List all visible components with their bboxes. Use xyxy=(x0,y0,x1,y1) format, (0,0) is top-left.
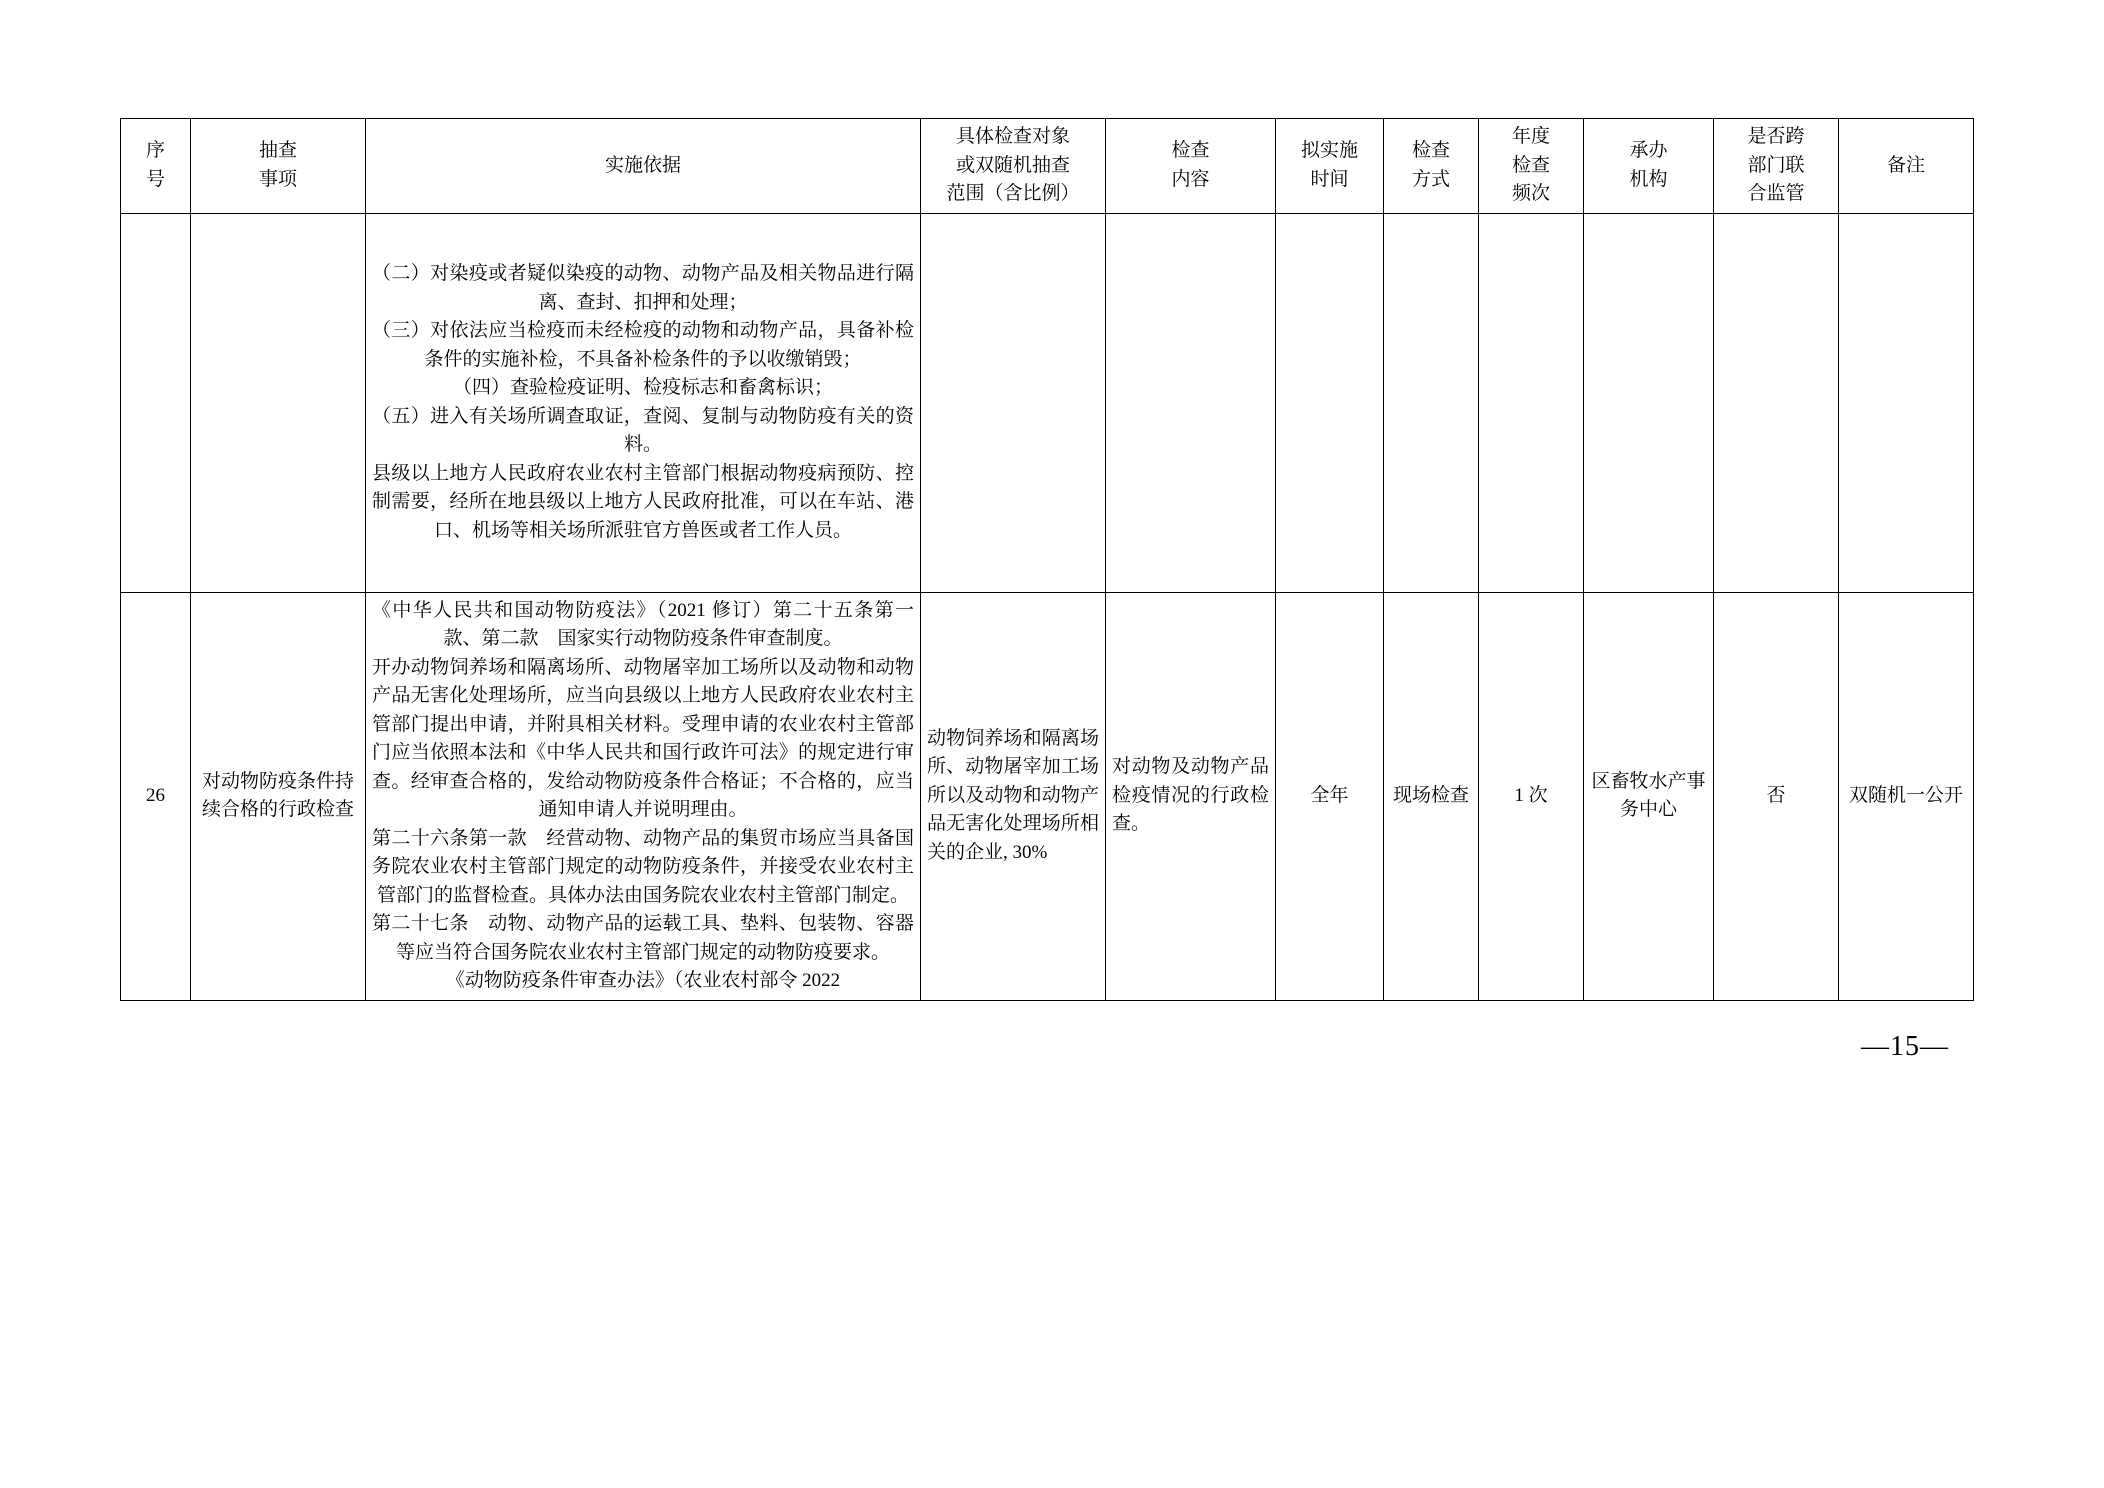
header-mode xyxy=(1384,119,1479,214)
table-row xyxy=(121,592,1974,1000)
cell-item: 对动物防疫条件持续合格的行政检查 xyxy=(191,592,366,1000)
basis-paragraph: 开办动物饲养场和隔离场所、动物屠宰加工场所以及动物和动物产品无害化处理场所，应当向县级以上地方人民政府农业农村主管部门提出申请，并附具相关材料。受理申请的农业农村主管部门应当依照本法和《中华人民共和国行政许可法》的规定进行审查。经审查合格的，发给动物防疫条件合格证；不合格的，应当通知申请人并说明理由。 xyxy=(372,656,914,820)
table-body xyxy=(121,213,1974,1000)
page-number: —15— xyxy=(1861,1031,1949,1062)
basis-paragraph: 《中华人民共和国动物防疫法》（2021 修订）第二十五条第一款、第二款 国家实行动物防疫条件审查制度。 xyxy=(372,599,914,649)
header-organization-label: 承办 机构 xyxy=(1629,140,1668,190)
basis-paragraph: 第二十六条第一款 经营动物、动物产品的集贸市场应当具备国务院农业农村主管部门规定的动物防疫条件，并接受农业农村主管部门的监督检查。具体办法由国务院农业农村主管部门制定。 xyxy=(372,827,914,906)
cell-basis xyxy=(366,213,921,592)
cell-content: 对动物及动物产品检疫情况的行政检查。 xyxy=(1106,592,1276,1000)
header-scope-label: 具体检查对象 或双随机抽查 范围（含比例） xyxy=(946,126,1080,204)
table-header xyxy=(121,119,1974,214)
basis-paragraph: （四）查验检疫证明、检疫标志和畜禽标识； xyxy=(452,377,833,398)
header-basis-label: 实施依据 xyxy=(604,154,681,176)
header-item xyxy=(191,119,366,214)
header-seq-label: 序 号 xyxy=(145,140,165,190)
header-basis xyxy=(366,119,921,214)
cell-seq xyxy=(121,213,191,592)
cell-organization: 区畜牧水产事务中心 xyxy=(1584,592,1714,1000)
basis-paragraph: （三）对依法应当检疫而未经检疫的动物和动物产品，具备补检条件的实施补检，不具备补检条件的予以收缴销毁； xyxy=(372,320,914,370)
basis-paragraph: （五）进入有关场所调查取证，查阅、复制与动物防疫有关的资料。 xyxy=(372,405,914,455)
cell-seq: 26 xyxy=(121,592,191,1000)
header-item-label: 抽查 事项 xyxy=(258,140,297,190)
header-seq xyxy=(121,119,191,214)
header-content-label: 检查 内容 xyxy=(1171,140,1210,190)
cell-organization xyxy=(1584,213,1714,592)
cell-remark: 双随机一公开 xyxy=(1839,592,1974,1000)
table-row xyxy=(121,213,1974,592)
cell-cross-department xyxy=(1714,213,1839,592)
header-mode-label: 检查 方式 xyxy=(1411,140,1450,190)
cell-scope xyxy=(921,213,1106,592)
header-remark xyxy=(1839,119,1974,214)
basis-paragraph: 县级以上地方人民政府农业农村主管部门根据动物疫病预防、控制需要，经所在地县级以上地方人民政府批准，可以在车站、港口、机场等相关场所派驻官方兽医或者工作人员。 xyxy=(372,462,914,541)
basis-paragraph: （二）对染疫或者疑似染疫的动物、动物产品及相关物品进行隔离、查封、扣押和处理； xyxy=(372,263,914,313)
cell-mode xyxy=(1384,213,1479,592)
header-time xyxy=(1276,119,1384,214)
cell-item xyxy=(191,213,366,592)
cell-frequency xyxy=(1479,213,1584,592)
cell-scope: 动物饲养场和隔离场所、动物屠宰加工场所以及动物和动物产品无害化处理场所相关的企业, 30% xyxy=(921,592,1106,1000)
header-scope xyxy=(921,119,1106,214)
header-remark-label: 备注 xyxy=(1886,154,1925,176)
cell-time xyxy=(1276,213,1384,592)
header-cross-department xyxy=(1714,119,1839,214)
cell-basis xyxy=(366,592,921,1000)
basis-paragraph: 《动物防疫条件审查办法》（农业农村部令 2022 xyxy=(445,970,841,991)
header-frequency-label: 年度 检查 频次 xyxy=(1511,126,1550,204)
header-organization xyxy=(1584,119,1714,214)
header-time-label: 拟实施 时间 xyxy=(1300,140,1358,190)
header-cross-department-label: 是否跨 部门联 合监管 xyxy=(1747,126,1805,204)
header-content xyxy=(1106,119,1276,214)
cell-time: 全年 xyxy=(1276,592,1384,1000)
cell-frequency: 1 次 xyxy=(1479,592,1584,1000)
cell-cross-department: 否 xyxy=(1714,592,1839,1000)
table-header-row xyxy=(121,119,1974,214)
header-frequency xyxy=(1479,119,1584,214)
cell-remark xyxy=(1839,213,1974,592)
basis-paragraph: 第二十七条 动物、动物产品的运载工具、垫料、包装物、容器等应当符合国务院农业农村主管部门规定的动物防疫要求。 xyxy=(372,913,914,963)
inspection-table xyxy=(120,118,1974,1001)
cell-content xyxy=(1106,213,1276,592)
cell-mode: 现场检查 xyxy=(1384,592,1479,1000)
